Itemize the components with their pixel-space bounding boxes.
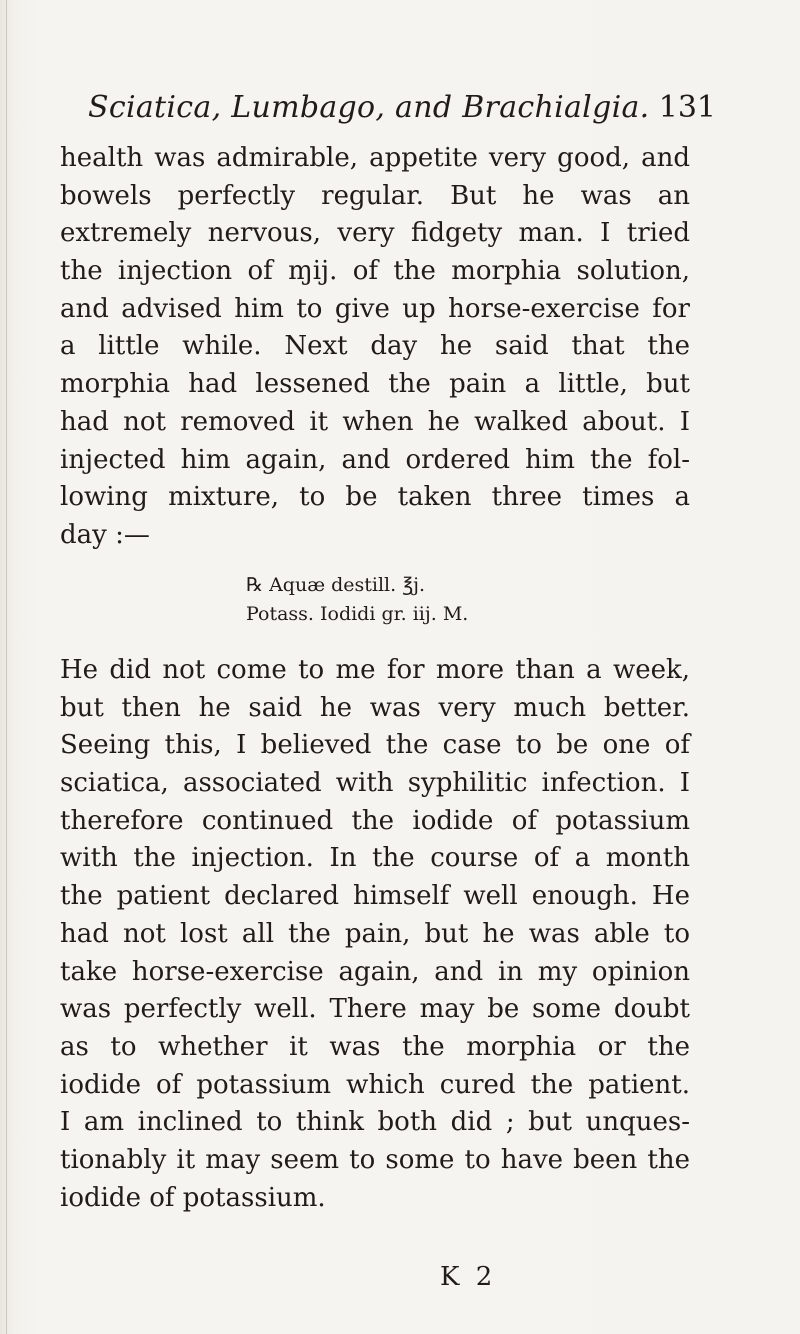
prescription-text: ℞ Aquæ destill. ℥j. xyxy=(246,574,426,596)
paragraph-1 xyxy=(60,140,690,555)
text-line: take horse-exercise again, and in my opinion xyxy=(60,956,690,987)
text-line: tionably it may seem to some to have been the xyxy=(60,1144,690,1175)
text-line: day :— xyxy=(60,519,150,550)
text-line: injected him again, and ordered him the fol- xyxy=(60,444,690,475)
text-line: sciatica, associated with syphilitic infection. I xyxy=(60,768,690,799)
prescription-text: Potass. Iodidi gr. iij. M. xyxy=(246,603,469,625)
running-head xyxy=(88,90,716,130)
text-line: iodide of potassium. xyxy=(60,1182,326,1213)
text-line: I am inclined to think both did ; but unques- xyxy=(60,1107,690,1138)
text-line: lowing mixture, to be taken three times a xyxy=(60,482,690,513)
text-line: had not lost all the pain, but he was able to xyxy=(60,918,690,949)
text-line: therefore continued the iodide of potassium xyxy=(60,805,690,836)
text-line: health was admirable, appetite very good, and xyxy=(60,143,690,173)
text-line: morphia had lessened the pain a little, but xyxy=(60,369,690,400)
text-line: and advised him to give up horse-exercise for xyxy=(60,293,690,324)
paragraph-2 xyxy=(60,652,690,1217)
running-title: Sciatica, Lumbago, and Brachialgia. xyxy=(88,90,650,125)
text-line: was perfectly well. There may be some doubt xyxy=(60,994,690,1025)
text-line: the patient declared himself well enough. He xyxy=(60,881,690,912)
text-line: bowels perfectly regular. But he was an xyxy=(60,180,690,211)
page-gutter-edge xyxy=(6,0,7,1334)
text-line: He did not come to me for more than a week, xyxy=(60,655,690,685)
text-line: but then he said he was very much better. xyxy=(60,692,690,723)
text-line: Seeing this, I believed the case to be one of xyxy=(60,730,690,761)
text-line: with the injection. In the course of a month xyxy=(60,843,690,874)
text-line: the injection of ɱij. of the morphia solution, xyxy=(60,256,690,287)
text-line: iodide of potassium which cured the patient. xyxy=(60,1069,690,1100)
text-line: a little while. Next day he said that the xyxy=(60,331,690,362)
page-number: 131 xyxy=(658,90,716,125)
text-line: extremely nervous, very fidgety man. I tried xyxy=(60,218,690,249)
text-line: as to whether it was the morphia or the xyxy=(60,1031,690,1062)
text-line: had not removed it when he walked about. I xyxy=(60,406,690,437)
signature-mark: K 2 xyxy=(440,1262,497,1292)
